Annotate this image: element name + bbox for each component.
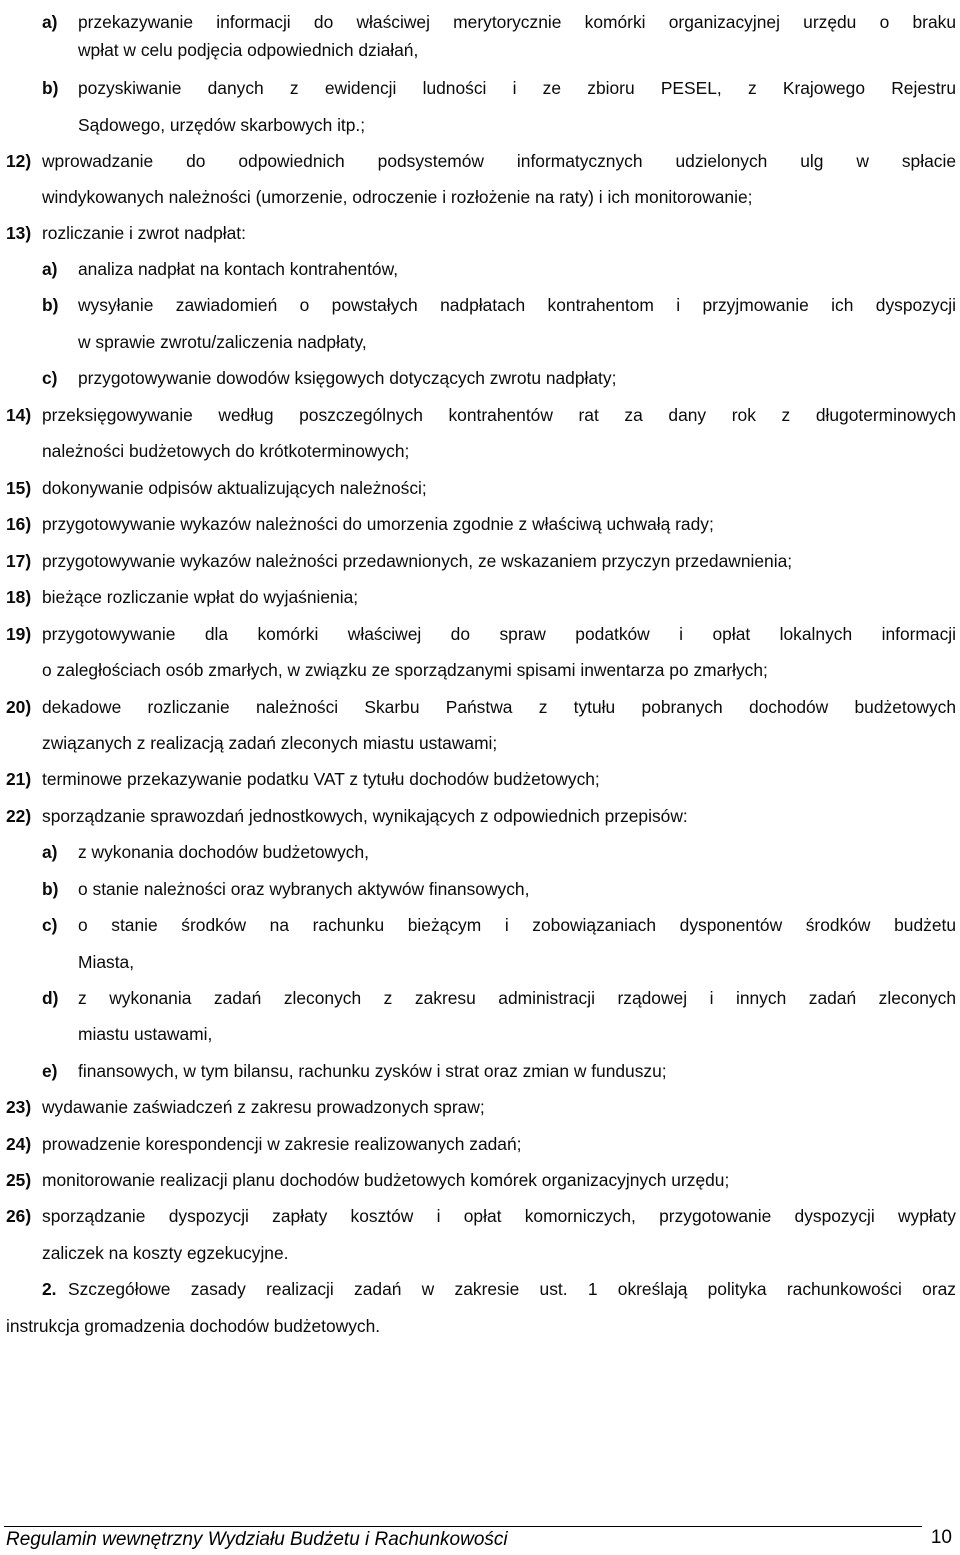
list-marker: 24): [6, 1134, 32, 1154]
list-marker: e): [42, 1061, 58, 1081]
line-text: finansowych, w tym bilansu, rachunku zysków i strat oraz zmian w funduszu;: [78, 1061, 667, 1081]
text-line: [42, 980, 956, 1016]
line-text: windykowanych należności (umorzenie, odroczenie i rozłożenie na raty) i ich monitorowanie;: [42, 187, 753, 207]
line-text: bieżące rozliczanie wpłat do wyjaśnienia;: [42, 587, 359, 607]
list-marker: 15): [6, 478, 32, 498]
list-marker: d): [42, 988, 59, 1008]
line-text: dokonywanie odpisów aktualizujących należności;: [42, 478, 427, 498]
line-text: dekadowe rozliczanie należności Skarbu Państwa z tytułu pobranych dochodów budżetowych: [42, 697, 956, 717]
line-text: w sprawie zwrotu/zaliczenia nadpłaty,: [78, 332, 367, 352]
line-text: przygotowywanie dla komórki właściwej do spraw podatków i opłat lokalnych informacji: [42, 624, 956, 644]
text-line: [78, 32, 418, 68]
line-text: Sądowego, urzędów skarbowych itp.;: [78, 115, 366, 135]
line-text: zaliczek na koszty egzekucyjne.: [42, 1243, 289, 1263]
line-text: przygotowywanie dowodów księgowych dotyczących zwrotu nadpłaty;: [78, 368, 617, 388]
list-marker: 13): [6, 223, 32, 243]
line-text: wpłat w celu podjęcia odpowiednich działań,: [78, 40, 419, 60]
line-text: przeksięgowywanie według poszczególnych kontrahentów rat za dany rok z długoterminowych: [42, 405, 956, 425]
list-marker: c): [42, 915, 58, 935]
text-line: [6, 1308, 380, 1344]
text-line: [42, 1271, 956, 1307]
line-text: prowadzenie korespondencji w zakresie realizowanych zadań;: [42, 1134, 522, 1154]
text-line: [42, 871, 529, 907]
line-text: wysyłanie zawiadomień o powstałych nadpłatach kontrahentom i przyjmowanie ich dyspozycji: [78, 295, 956, 315]
list-marker: 12): [6, 151, 32, 171]
text-line: [42, 834, 369, 870]
text-line: [6, 1198, 956, 1234]
list-marker: 18): [6, 587, 32, 607]
list-marker: 20): [6, 697, 32, 717]
text-line: [42, 1053, 667, 1089]
list-marker: c): [42, 368, 58, 388]
text-line: [42, 433, 409, 469]
text-line: [78, 1016, 212, 1052]
line-text: o zaległościach osób zmarłych, w związku ze sporządzanymi spisami inwentarza po zmarłych;: [42, 660, 768, 680]
line-text: z wykonania dochodów budżetowych,: [78, 842, 369, 862]
list-marker: 23): [6, 1097, 32, 1117]
text-line: [6, 397, 956, 433]
line-text: Miasta,: [78, 952, 135, 972]
line-text: rozliczanie i zwrot nadpłat:: [42, 223, 246, 243]
text-line: [42, 907, 956, 943]
line-text: sporządzanie sprawozdań jednostkowych, wynikających z odpowiednich przepisów:: [42, 806, 688, 826]
line-text: wydawanie zaświadczeń z zakresu prowadzonych spraw;: [42, 1097, 485, 1117]
list-marker: a): [42, 259, 58, 279]
text-line: [6, 616, 956, 652]
line-text: terminowe przekazywanie podatku VAT z tytułu dochodów budżetowych;: [42, 769, 600, 789]
line-text: przygotowywanie wykazów należności przedawnionych, ze wskazaniem przyczyn przedawnienia;: [42, 551, 793, 571]
text-line: [6, 215, 246, 251]
list-marker: a): [42, 12, 58, 32]
text-line: [42, 70, 956, 106]
list-marker: 25): [6, 1170, 32, 1190]
text-line: [78, 324, 367, 360]
list-marker: 16): [6, 514, 32, 534]
line-text: o stanie środków na rachunku bieżącym i zobowiązaniach dysponentów środków budżetu: [78, 915, 956, 935]
list-marker: b): [42, 295, 59, 315]
line-text: wprowadzanie do odpowiednich podsystemów informatycznych udzielonych ulg w spłacie: [42, 151, 956, 171]
text-line: [6, 761, 600, 797]
list-marker: b): [42, 78, 59, 98]
list-marker: 14): [6, 405, 32, 425]
text-line: [42, 725, 497, 761]
line-text: sporządzanie dyspozycji zapłaty kosztów i opłat komorniczych, przygotowanie dyspozycji wypłaty: [42, 1206, 956, 1226]
text-line: [42, 360, 616, 396]
line-text: analiza nadpłat na kontach kontrahentów,: [78, 259, 399, 279]
list-marker: 19): [6, 624, 32, 644]
text-line: [6, 506, 714, 542]
text-line: [6, 798, 688, 834]
list-marker: 26): [6, 1206, 32, 1226]
line-text: o stanie należności oraz wybranych aktywów finansowych,: [78, 879, 530, 899]
page-number: 10: [930, 1527, 952, 1548]
text-line: [6, 579, 358, 615]
text-line: [78, 944, 134, 980]
text-line: [6, 689, 956, 725]
text-line: [42, 1235, 288, 1271]
line-text: należności budżetowych do krótkoterminowych;: [42, 441, 410, 461]
list-marker: 2.: [42, 1279, 57, 1299]
text-line: [6, 543, 792, 579]
text-line: [42, 652, 768, 688]
text-line: [6, 1126, 521, 1162]
line-text: przekazywanie informacji do właściwej merytorycznie komórki organizacyjnej urzędu o braku: [78, 12, 956, 32]
list-marker: 22): [6, 806, 32, 826]
text-line: [6, 1089, 485, 1125]
text-line: [42, 251, 398, 287]
text-line: [42, 287, 956, 323]
line-text: przygotowywanie wykazów należności do umorzenia zgodnie z właściwą uchwałą rady;: [42, 514, 714, 534]
line-text: związanych z realizacją zadań zleconych miastu ustawami;: [42, 733, 498, 753]
text-line: [6, 143, 956, 179]
list-marker: a): [42, 842, 58, 862]
text-line: [6, 470, 427, 506]
text-line: [6, 1162, 729, 1198]
line-text: miastu ustawami,: [78, 1024, 213, 1044]
list-marker: 17): [6, 551, 32, 571]
list-marker: b): [42, 879, 59, 899]
line-text: z wykonania zadań zleconych z zakresu administracji rządowej i innych zadań zleconych: [78, 988, 956, 1008]
line-text: instrukcja gromadzenia dochodów budżetowych.: [6, 1316, 381, 1336]
text-line: [42, 179, 752, 215]
line-text: pozyskiwanie danych z ewidencji ludności i ze zbioru PESEL, z Krajowego Rejestru: [78, 78, 956, 98]
list-marker: 21): [6, 769, 32, 789]
footer-title: Regulamin wewnętrzny Wydziału Budżetu i Rachunkowości: [6, 1529, 508, 1550]
line-text: Szczegółowe zasady realizacji zadań w zakresie ust. 1 określają polityka rachunkowości oraz: [68, 1279, 956, 1299]
line-text: monitorowanie realizacji planu dochodów budżetowych komórek organizacyjnych urzędu;: [42, 1170, 730, 1190]
text-line: [78, 107, 365, 143]
